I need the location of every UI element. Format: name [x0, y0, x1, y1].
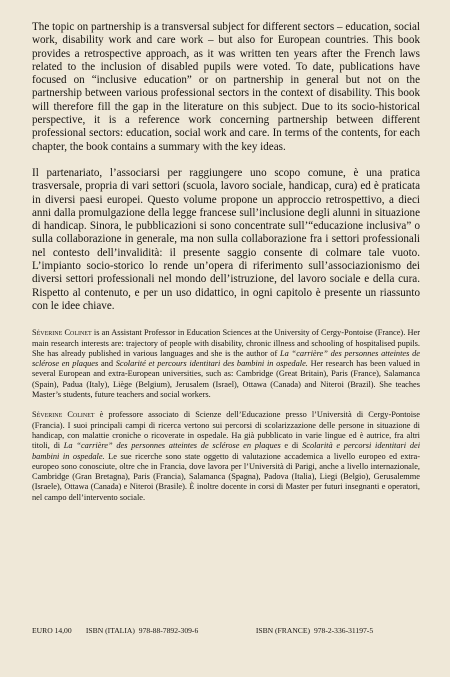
- isbn-italia: [86, 626, 254, 636]
- italian-blurb: Il partenariato, l’associarsi per raggiungere uno scopo comune, è una pratica trasversale, propria di vari settori (scuola, lavoro sociale, handicap, cura) ed è praticata in diversi paesi europei. Questo volume propone un approccio retrospettivo, a dieci anni dalla promulgazione della legge francese sull’inclusione degli alunni in situazione di handicap. Sinora, le pubblicazioni si sono concentrate sull’“educazione inclusiva” o sulla collaborazione in generale, ma non sulla collaborazione fra i settori professionali nel contesto dell’invalidità: il presente saggio consente di colmare tale vuoto. L’impianto socio-storico lo rende un’opera di riferimento sull’associazionismo dei diversi settori professionali nel mondo dell’istruzione, del lavoro sociale e della cura. Rispetto al contenuto, e per un uso didattico, in ogni capitolo è presente un riassunto con le idee chiave.: [32, 166, 420, 312]
- isbn-italia-number: 978-88-7892-309-6: [138, 626, 199, 635]
- bio-text: Her research has been valued in several European and extra-European universities, such as: Cambridge (Great Britain), Paris (France), Salamanca (Spain), Padua (Italy), Liège (Belgium), Jerusalem (Israel), Ottawa (Canada) and Niteroi (Brazil). She teaches Master’s students, future teachers and social workers.: [32, 359, 420, 400]
- bio-text: is an Assistant Professor in Education Sciences at the University of Cergy-Pontoise (France). Her main research interests are: trajectory of people with disability, chronic illness and schooling of hospitalised pupils. She has already published in various languages and she is the author of: [32, 328, 420, 358]
- price-isbn-footer: [32, 626, 420, 636]
- book-title: La “carrière” des personnes atteintes de sclérose en plaques: [32, 348, 420, 369]
- bio-text: è professore associato di Scienze dell’Educazione presso l’Università di Cergy-Pontoise (Francia). I suoi principali campi di ricerca vertono sui percorsi di scolarizzazione delle persone in situazione di handicap, con malattie croniche o ricoverate in ospedale. Ha già pubblicato in varie lingue ed è autrice, fra altri titoli, di: [32, 410, 420, 451]
- author-name: Séverine Colinet: [32, 328, 92, 338]
- isbn-france-number: 978-2-336-31197-5: [313, 626, 374, 635]
- book-title: La “carrière” des personnes atteintes de sclérose en plaques: [63, 441, 281, 451]
- isbn-italia-label: ISBN (ITALIA): [85, 626, 135, 635]
- author-bio-italian: [32, 410, 420, 503]
- book-title: Scolarité et percours identitari des bambini in ospedale.: [115, 359, 308, 369]
- author-name: Séverine Colinet: [32, 410, 95, 420]
- book-title: Scolarità e percorsi identitari dei bambini in ospedale.: [32, 441, 421, 461]
- isbn-france: [256, 626, 373, 636]
- isbn-france-label: ISBN (FRANCE): [255, 626, 311, 635]
- author-bio-english: [32, 328, 420, 400]
- price: EURO 14,00: [32, 626, 72, 635]
- english-blurb: The topic on partnership is a transversal subject for different sectors – education, social work, disability work and care work – but also for European countries. This book provides a retrospective approach, as it was written ten years after the French laws related to the inclusion of disabled pupils were voted. To date, publications have focused on “inclusive education” or on partnership in general but not on the partnership between various professional sectors in the context of disability. This book will therefore fill the gap in the literature on this subject. Due to its socio-historical perspective, it is a reference work concerning partnership between different professional sectors: education, social work and care. In terms of the contents, for each chapter, the book contains a summary with the key ideas.: [32, 21, 420, 153]
- bio-text: e di: [280, 441, 303, 451]
- bio-text: Le sue ricerche sono state oggetto di valutazione accademica a livello europeo ed extra-europeo sono conosciute, oltre che in Francia, dove lavora per l’Università di Parigi, anche a livello internazionale, Cambridge (Gran Bretagna), Paris (Francia), Salamanca (Spagna), Padova (Italia), Liegi (Belgio), Gerusalemme (Israele), Ottawa (Canada) e Niteroi (Brasile). È inoltre docente in corsi di Master per futuri insegnanti e operatori, nel campo dell’intervento sociale.: [32, 451, 421, 502]
- bio-text: and: [98, 359, 116, 369]
